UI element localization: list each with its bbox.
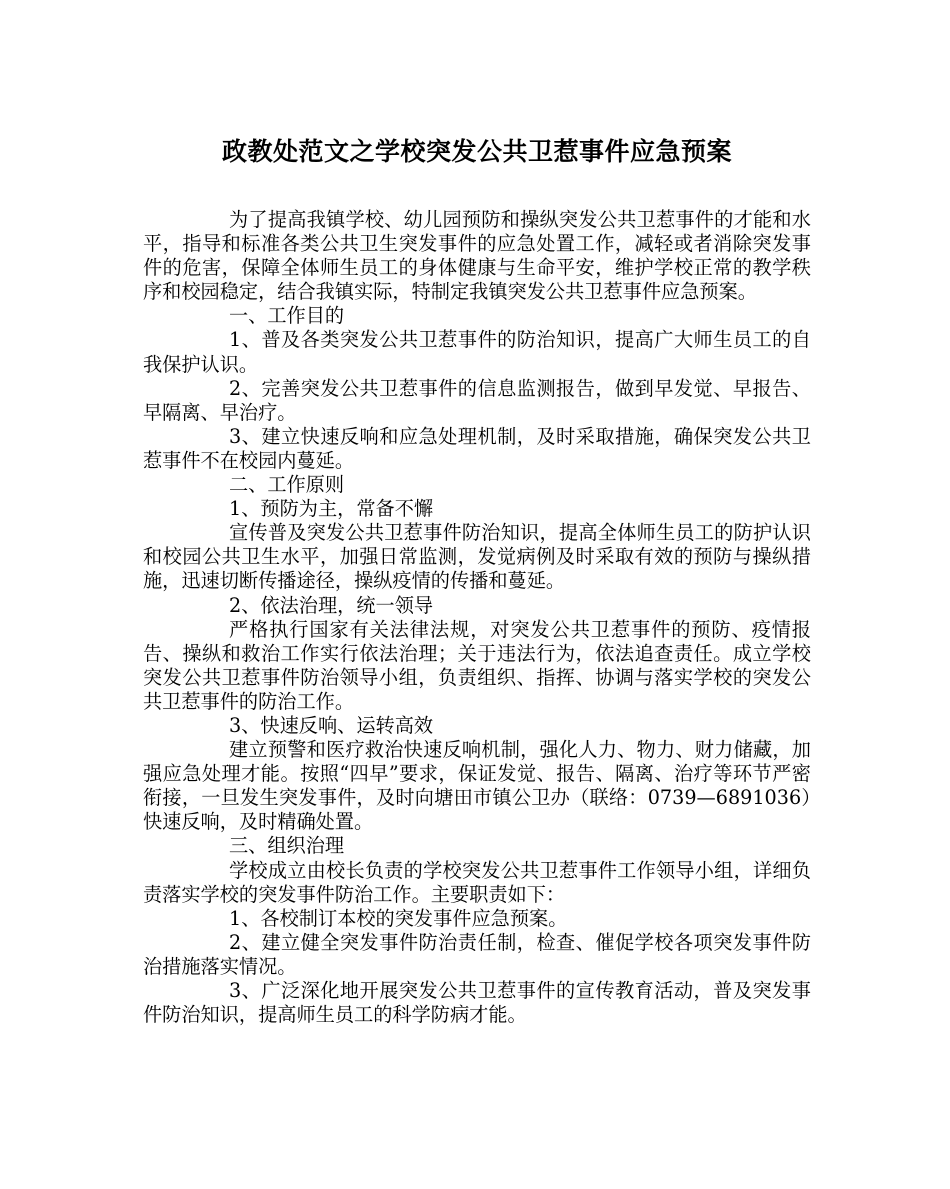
- paragraph: 建立预警和医疗救治快速反响机制，强化人力、物力、财力储藏，加强应急处理才能。按照“四早”要求，保证发觉、报告、隔离、治疗等环节严密衔接，一旦发生突发事件，及时向塘田市镇公卫办（联络：0739—6891036）快速反响，及时精确处置。: [143, 738, 811, 834]
- section-heading-2: 二、工作原则: [229, 473, 345, 497]
- paragraph: 3、广泛深化地开展突发公共卫惹事件的宣传教育活动，普及突发事件防治知识，提高师生员工的科学防病才能。: [143, 979, 811, 1027]
- paragraph-intro: 为了提高我镇学校、幼儿园预防和操纵突发公共卫惹事件的才能和水平，指导和标准各类公共卫生突发事件的应急处置工作，减轻或者消除突发事件的危害，保障全体师生员工的身体健康与生命平安，维护学校正常的教学秩序和校园稳定，结合我镇实际，特制定我镇突发公共卫惹事件应急预案。: [143, 208, 811, 304]
- subheading: 2、依法治理，统一领导: [229, 593, 434, 617]
- paragraph: 学校成立由校长负责的学校突发公共卫惹事件工作领导小组，详细负责落实学校的突发事件防治工作。主要职责如下：: [143, 858, 811, 906]
- paragraph: 2、完善突发公共卫惹事件的信息监测报告，做到早发觉、早报告、早隔离、早治疗。: [143, 376, 811, 424]
- document-page: [143, 0, 811, 1189]
- paragraph: 2、建立健全突发事件防治责任制，检查、催促学校各项突发事件防治措施落实情况。: [143, 930, 811, 978]
- document-body: [143, 208, 811, 1027]
- section-heading-1: 一、工作目的: [229, 304, 345, 328]
- section-heading-3: 三、组织治理: [229, 834, 345, 858]
- paragraph: 宣传普及突发公共卫惹事件防治知识，提高全体师生员工的防护认识和校园公共卫生水平，加强日常监测，发觉病例及时采取有效的预防与操纵措施，迅速切断传播途径，操纵疫情的传播和蔓延。: [143, 521, 811, 593]
- paragraph: 3、建立快速反响和应急处理机制，及时采取措施，确保突发公共卫惹事件不在校园内蔓延。: [143, 424, 811, 472]
- paragraph: 1、各校制订本校的突发事件应急预案。: [229, 906, 568, 930]
- document-title: 政教处范文之学校突发公共卫惹事件应急预案: [221, 137, 732, 166]
- paragraph: 1、普及各类突发公共卫惹事件的防治知识，提高广大师生员工的自我保护认识。: [143, 328, 811, 376]
- subheading: 1、预防为主，常备不懈: [229, 497, 434, 521]
- subheading: 3、快速反响、运转高效: [229, 713, 434, 737]
- paragraph: 严格执行国家有关法律法规，对突发公共卫惹事件的预防、疫情报告、操纵和救治工作实行依法治理；关于违法行为，依法追查责任。成立学校突发公共卫惹事件防治领导小组，负责组织、指挥、协调与落实学校的突发公共卫惹事件的防治工作。: [143, 617, 811, 713]
